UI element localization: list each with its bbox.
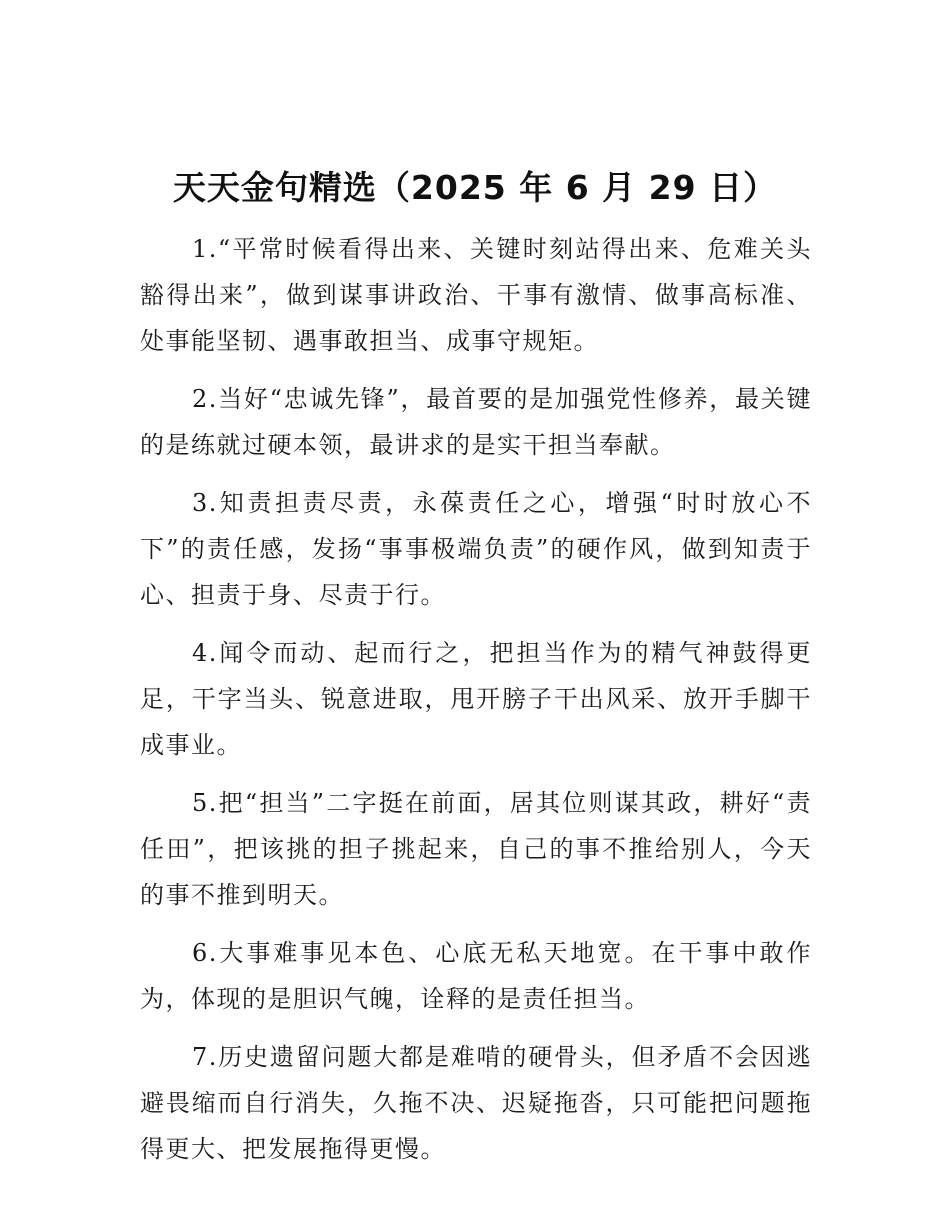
quote-item-5: 5.把“担当”二字挺在前面，居其位则谋其政，耕好“责任田”，把该挑的担子挑起来，自己的事不推给别人，今天的事不推到明天。: [140, 789, 812, 909]
quote-item-3: 3.知责担责尽责，永葆责任之心，增强“时时放心不下”的责任感，发扬“事事极端负责”的硬作风，做到知责于心、担责于身、尽责于行。: [140, 489, 812, 609]
quote-item-2: 2.当好“忠诚先锋”，最首要的是加强党性修养，最关键的是练就过硬本领，最讲求的是实干担当奉献。: [140, 385, 812, 459]
quote-item-7: 7.历史遗留问题大都是难啃的硬骨头，但矛盾不会因逃避畏缩而自行消失，久拖不决、迟疑拖沓，只可能把问题拖得更大、把发展拖得更慢。: [140, 1043, 812, 1163]
quote-item-1: 1.“平常时候看得出来、关键时刻站得出来、危难关头豁得出来”，做到谋事讲政治、干事有激情、做事高标准、处事能坚韧、遇事敢担当、成事守规矩。: [140, 235, 812, 355]
page-title: 天天金句精选（2025 年 6 月 29 日）: [172, 168, 778, 207]
quote-item-4: 4.闻令而动、起而行之，把担当作为的精气神鼓得更足，干字当头、锐意进取，甩开膀子干出风采、放开手脚干成事业。: [140, 639, 812, 759]
quote-list: [140, 226, 812, 1184]
quote-item-6: 6.大事难事见本色、心底无私天地宽。在干事中敢作为，体现的是胆识气魄，诠释的是责任担当。: [140, 939, 812, 1013]
